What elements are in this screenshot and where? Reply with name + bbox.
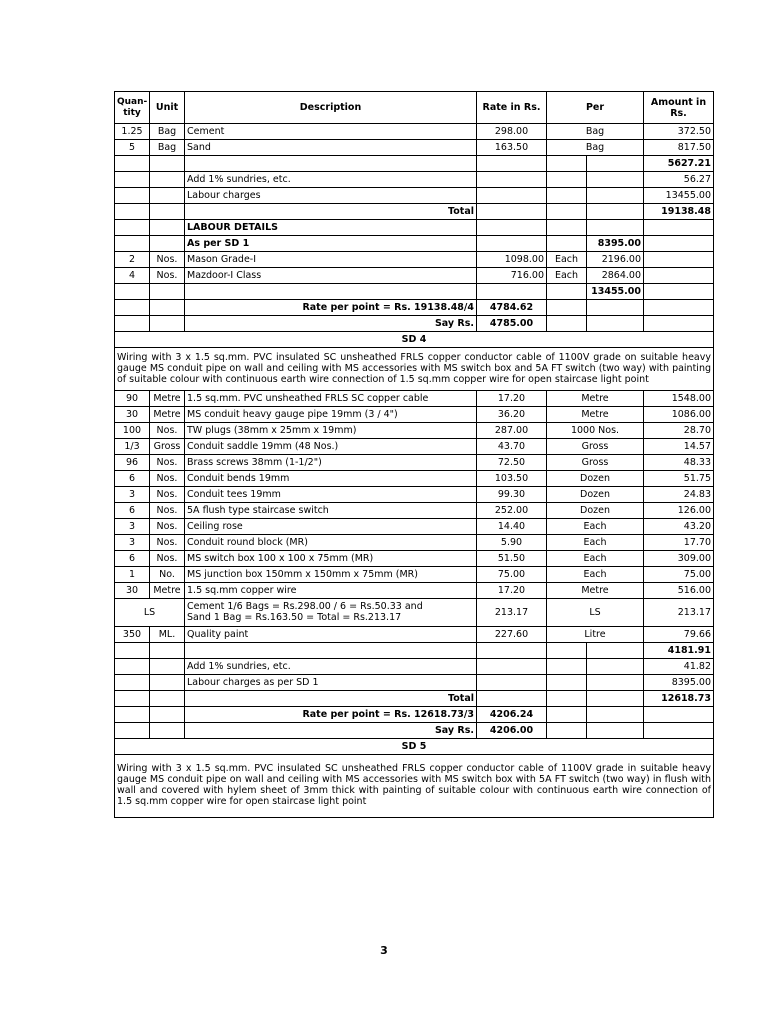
empty-cell bbox=[150, 204, 185, 220]
empty-cell bbox=[547, 204, 587, 220]
per-cell: Each bbox=[547, 550, 644, 566]
empty-cell bbox=[115, 706, 150, 722]
rate-cell: 163.50 bbox=[477, 140, 547, 156]
ls-desc-line-1: Cement 1/6 Bags = Rs.298.00 / 6 = Rs.50.33 and bbox=[187, 601, 423, 613]
labour-row bbox=[115, 674, 714, 690]
amount-cell: 5627.21 bbox=[644, 156, 714, 172]
rate-cell: 99.30 bbox=[477, 486, 547, 502]
amount-cell: 24.83 bbox=[644, 486, 714, 502]
amount-cell: 8395.00 bbox=[644, 674, 714, 690]
empty-cell bbox=[477, 188, 547, 204]
description-cell: 1.5 sq.mm copper wire bbox=[185, 582, 477, 598]
item-row bbox=[115, 534, 714, 550]
empty-cell bbox=[547, 706, 587, 722]
empty-cell bbox=[644, 268, 714, 284]
amount-cell: 75.00 bbox=[644, 566, 714, 582]
description-cell: 1.5 sq.mm. PVC unsheathed FRLS SC copper cable bbox=[185, 390, 477, 406]
quantity-cell: 30 bbox=[115, 406, 150, 422]
per-cell: Gross bbox=[547, 438, 644, 454]
quantity-cell: LS bbox=[115, 598, 185, 626]
unit-cell: ML. bbox=[150, 626, 185, 642]
amount-cell: 51.75 bbox=[644, 470, 714, 486]
estimate-sheet bbox=[114, 91, 713, 818]
amount-cell: 372.50 bbox=[644, 124, 714, 140]
labour-amount-cell: 2196.00 bbox=[587, 252, 644, 268]
empty-cell bbox=[115, 156, 150, 172]
amount-cell: 14.57 bbox=[644, 438, 714, 454]
item-row bbox=[115, 550, 714, 566]
amount-cell: 43.20 bbox=[644, 518, 714, 534]
item-row bbox=[115, 454, 714, 470]
page-number: 3 bbox=[380, 944, 388, 957]
empty-cell bbox=[477, 690, 547, 706]
amount-cell: 17.70 bbox=[644, 534, 714, 550]
empty-cell bbox=[644, 706, 714, 722]
unit-cell: Nos. bbox=[150, 454, 185, 470]
col-rate: Rate in Rs. bbox=[477, 92, 547, 124]
description-cell: Labour charges as per SD 1 bbox=[185, 674, 477, 690]
empty-cell bbox=[587, 722, 644, 738]
empty-cell bbox=[115, 220, 150, 236]
description-cell: Mazdoor-I Class bbox=[185, 268, 477, 284]
labour-amount-cell: 2864.00 bbox=[587, 268, 644, 284]
as-per-label: As per SD 1 bbox=[185, 236, 477, 252]
per-cell: Litre bbox=[547, 626, 644, 642]
amount-cell: 4181.91 bbox=[644, 642, 714, 658]
empty-cell bbox=[115, 690, 150, 706]
empty-cell bbox=[587, 188, 644, 204]
quantity-cell: 4 bbox=[115, 268, 150, 284]
rate-cell: 36.20 bbox=[477, 406, 547, 422]
amount-cell: 19138.48 bbox=[644, 204, 714, 220]
rate-cell: 298.00 bbox=[477, 124, 547, 140]
per-cell: Gross bbox=[547, 454, 644, 470]
rate-per-point-label: Rate per point = Rs. 12618.73/3 bbox=[185, 706, 477, 722]
description-cell: MS conduit heavy gauge pipe 19mm (3 / 4") bbox=[185, 406, 477, 422]
description-cell: Conduit bends 19mm bbox=[185, 470, 477, 486]
sd5-title-row bbox=[115, 738, 714, 754]
item-row bbox=[115, 390, 714, 406]
as-per-row bbox=[115, 236, 714, 252]
empty-cell bbox=[150, 658, 185, 674]
quantity-cell: 1.25 bbox=[115, 124, 150, 140]
empty-cell bbox=[547, 172, 587, 188]
quantity-cell: 1 bbox=[115, 566, 150, 582]
say-row bbox=[115, 316, 714, 332]
empty-cell bbox=[587, 204, 644, 220]
labour-row bbox=[115, 252, 714, 268]
rate-per-point-value: 4206.24 bbox=[477, 706, 547, 722]
unit-cell: Metre bbox=[150, 390, 185, 406]
empty-cell bbox=[547, 658, 587, 674]
description-cell: Ceiling rose bbox=[185, 518, 477, 534]
labour-sum-value: 13455.00 bbox=[587, 284, 644, 300]
empty-cell bbox=[587, 690, 644, 706]
empty-cell bbox=[477, 156, 547, 172]
item-row bbox=[115, 438, 714, 454]
per-cell: Bag bbox=[547, 124, 644, 140]
empty-cell bbox=[150, 642, 185, 658]
empty-cell bbox=[587, 220, 644, 236]
amount-cell: 48.33 bbox=[644, 454, 714, 470]
amount-cell: 213.17 bbox=[644, 598, 714, 626]
sd4-title: SD 4 bbox=[115, 332, 714, 348]
description-cell: Brass screws 38mm (1-1/2") bbox=[185, 454, 477, 470]
empty-cell bbox=[150, 236, 185, 252]
labour-sum-row bbox=[115, 284, 714, 300]
empty-cell bbox=[115, 204, 150, 220]
amount-cell: 79.66 bbox=[644, 626, 714, 642]
unit-cell: Nos. bbox=[150, 252, 185, 268]
item-row bbox=[115, 140, 714, 156]
empty-cell bbox=[587, 300, 644, 316]
rate-per-point-row bbox=[115, 300, 714, 316]
say-row bbox=[115, 722, 714, 738]
sundries-row bbox=[115, 172, 714, 188]
sd5-description: Wiring with 3 x 1.5 sq.mm. PVC insulated SC unsheathed FRLS copper conductor cable of 1100V grade in suitable heavy gauge MS conduit pipe on wall and ceiling with MS accessories with MS switch box with 5A FT switch (two way) in flush with wall and covered with hylem sheet of 3mm thick with painting of suitable colour with continuous earth wire connection of 1.5 sq.mm copper wire for open staircase light point bbox=[115, 754, 714, 818]
unit-cell: Nos. bbox=[150, 550, 185, 566]
sd4-desc-row bbox=[115, 348, 714, 391]
rate-cell: 75.00 bbox=[477, 566, 547, 582]
empty-cell bbox=[644, 220, 714, 236]
unit-cell: Bag bbox=[150, 124, 185, 140]
description-cell: MS switch box 100 x 100 x 75mm (MR) bbox=[185, 550, 477, 566]
rate-cell: 287.00 bbox=[477, 422, 547, 438]
empty-cell bbox=[547, 674, 587, 690]
rate-cell: 227.60 bbox=[477, 626, 547, 642]
empty-cell bbox=[547, 642, 587, 658]
rate-cell: 14.40 bbox=[477, 518, 547, 534]
description-cell: Mason Grade-I bbox=[185, 252, 477, 268]
description-cell: Quality paint bbox=[185, 626, 477, 642]
quantity-cell: 1/3 bbox=[115, 438, 150, 454]
ls-row bbox=[115, 598, 714, 626]
quantity-cell: 6 bbox=[115, 550, 150, 566]
say-value: 4785.00 bbox=[477, 316, 547, 332]
empty-cell bbox=[115, 284, 150, 300]
empty-cell bbox=[115, 236, 150, 252]
unit-cell: Gross bbox=[150, 438, 185, 454]
description-cell: Conduit tees 19mm bbox=[185, 486, 477, 502]
rate-cell: 43.70 bbox=[477, 438, 547, 454]
description-cell: Total bbox=[185, 204, 477, 220]
sd5-title: SD 5 bbox=[115, 738, 714, 754]
empty-cell bbox=[587, 156, 644, 172]
per-cell: Each bbox=[547, 252, 587, 268]
quantity-cell: 100 bbox=[115, 422, 150, 438]
empty-cell bbox=[547, 156, 587, 172]
per-cell: Each bbox=[547, 268, 587, 284]
amount-cell: 56.27 bbox=[644, 172, 714, 188]
amount-cell: 1548.00 bbox=[644, 390, 714, 406]
description-cell: Add 1% sundries, etc. bbox=[185, 172, 477, 188]
rate-per-point-label: Rate per point = Rs. 19138.48/4 bbox=[185, 300, 477, 316]
col-unit: Unit bbox=[150, 92, 185, 124]
say-label: Say Rs. bbox=[185, 316, 477, 332]
item-row bbox=[115, 486, 714, 502]
amount-cell: 28.70 bbox=[644, 422, 714, 438]
empty-cell bbox=[477, 204, 547, 220]
amount-cell: 1086.00 bbox=[644, 406, 714, 422]
empty-cell bbox=[150, 722, 185, 738]
amount-cell: 13455.00 bbox=[644, 188, 714, 204]
item-row bbox=[115, 566, 714, 582]
empty-cell bbox=[150, 284, 185, 300]
item-row bbox=[115, 406, 714, 422]
description-cell: Sand bbox=[185, 140, 477, 156]
rate-cell: 5.90 bbox=[477, 534, 547, 550]
empty-cell bbox=[477, 658, 547, 674]
empty-cell bbox=[644, 236, 714, 252]
empty-cell bbox=[150, 706, 185, 722]
empty-cell bbox=[587, 658, 644, 674]
quantity-cell: 96 bbox=[115, 454, 150, 470]
empty-cell bbox=[587, 172, 644, 188]
labour-row bbox=[115, 268, 714, 284]
empty-cell bbox=[115, 722, 150, 738]
empty-cell bbox=[477, 236, 547, 252]
rate-cell: 72.50 bbox=[477, 454, 547, 470]
quantity-cell: 2 bbox=[115, 252, 150, 268]
empty-cell bbox=[547, 188, 587, 204]
empty-cell bbox=[150, 316, 185, 332]
header-row bbox=[115, 92, 714, 124]
rate-cell: 17.20 bbox=[477, 390, 547, 406]
per-cell: Bag bbox=[547, 140, 644, 156]
quantity-cell: 5 bbox=[115, 140, 150, 156]
per-cell: Dozen bbox=[547, 486, 644, 502]
empty-cell bbox=[477, 220, 547, 236]
unit-cell: No. bbox=[150, 566, 185, 582]
unit-cell: Nos. bbox=[150, 502, 185, 518]
empty-cell bbox=[644, 722, 714, 738]
as-per-value: 8395.00 bbox=[587, 236, 644, 252]
item-row bbox=[115, 626, 714, 642]
empty-cell bbox=[115, 316, 150, 332]
empty-cell bbox=[547, 284, 587, 300]
empty-cell bbox=[644, 300, 714, 316]
item-row bbox=[115, 518, 714, 534]
unit-cell: Nos. bbox=[150, 534, 185, 550]
say-label: Say Rs. bbox=[185, 722, 477, 738]
quantity-cell: 6 bbox=[115, 502, 150, 518]
empty-cell bbox=[150, 220, 185, 236]
empty-cell bbox=[547, 690, 587, 706]
sundries-row bbox=[115, 658, 714, 674]
per-cell: Dozen bbox=[547, 502, 644, 518]
empty-cell bbox=[477, 674, 547, 690]
item-row bbox=[115, 502, 714, 518]
total-row bbox=[115, 690, 714, 706]
unit-cell: Metre bbox=[150, 406, 185, 422]
subtotal-row bbox=[115, 156, 714, 172]
per-cell: Metre bbox=[547, 582, 644, 598]
empty-cell bbox=[587, 706, 644, 722]
description-cell: Conduit round block (MR) bbox=[185, 534, 477, 550]
description-cell bbox=[185, 156, 477, 172]
description-cell bbox=[185, 642, 477, 658]
amount-cell: 309.00 bbox=[644, 550, 714, 566]
ls-desc-line-2: Sand 1 Bag = Rs.163.50 = Total = Rs.213.17 bbox=[187, 612, 402, 624]
empty-cell bbox=[115, 642, 150, 658]
col-quantity: Quan-tity bbox=[115, 92, 150, 124]
unit-cell: Nos. bbox=[150, 422, 185, 438]
description-cell: Add 1% sundries, etc. bbox=[185, 658, 477, 674]
empty-cell bbox=[115, 172, 150, 188]
labour-details-title: LABOUR DETAILS bbox=[185, 220, 477, 236]
description-cell: TW plugs (38mm x 25mm x 19mm) bbox=[185, 422, 477, 438]
empty-cell bbox=[587, 642, 644, 658]
item-row bbox=[115, 582, 714, 598]
empty-cell bbox=[547, 236, 587, 252]
description-cell: 5A flush type staircase switch bbox=[185, 502, 477, 518]
say-value: 4206.00 bbox=[477, 722, 547, 738]
empty-cell bbox=[115, 658, 150, 674]
rate-per-point-value: 4784.62 bbox=[477, 300, 547, 316]
rate-cell: 17.20 bbox=[477, 582, 547, 598]
labour-details-row bbox=[115, 220, 714, 236]
quantity-cell: 350 bbox=[115, 626, 150, 642]
empty-cell bbox=[644, 316, 714, 332]
rate-cell: 103.50 bbox=[477, 470, 547, 486]
quantity-cell: 6 bbox=[115, 470, 150, 486]
unit-cell: Nos. bbox=[150, 268, 185, 284]
unit-cell: Nos. bbox=[150, 518, 185, 534]
unit-cell: Nos. bbox=[150, 470, 185, 486]
item-row bbox=[115, 470, 714, 486]
quantity-cell: 30 bbox=[115, 582, 150, 598]
quantity-cell: 90 bbox=[115, 390, 150, 406]
per-cell: Metre bbox=[547, 406, 644, 422]
per-cell: Each bbox=[547, 566, 644, 582]
empty-cell bbox=[547, 316, 587, 332]
item-row bbox=[115, 422, 714, 438]
per-cell: LS bbox=[547, 598, 644, 626]
sd5-desc-row bbox=[115, 754, 714, 818]
item-row bbox=[115, 124, 714, 140]
amount-cell: 41.82 bbox=[644, 658, 714, 674]
empty-cell bbox=[115, 300, 150, 316]
subtotal-row bbox=[115, 642, 714, 658]
empty-cell bbox=[115, 188, 150, 204]
empty-cell bbox=[587, 674, 644, 690]
empty-cell bbox=[150, 300, 185, 316]
description-cell: Total bbox=[185, 690, 477, 706]
col-description: Description bbox=[185, 92, 477, 124]
sd4-description: Wiring with 3 x 1.5 sq.mm. PVC insulated SC unsheathed FRLS copper conductor cable of 1100V grade on suitable heavy gauge MS conduit pipe on wall and ceiling with MS accessories with MS switch box and 5A FT switch (two way) with painting of suitable colour with continuous earth wire connection of 1.5 sq.mm copper wire for open staircase light point bbox=[115, 348, 714, 391]
empty-cell bbox=[587, 316, 644, 332]
col-amount: Amount in Rs. bbox=[644, 92, 714, 124]
col-per: Per bbox=[547, 92, 644, 124]
empty-cell bbox=[150, 690, 185, 706]
amount-cell: 126.00 bbox=[644, 502, 714, 518]
empty-cell bbox=[115, 674, 150, 690]
empty-cell bbox=[547, 300, 587, 316]
empty-cell bbox=[547, 722, 587, 738]
empty-cell bbox=[644, 252, 714, 268]
empty-cell bbox=[150, 156, 185, 172]
description-cell: Conduit saddle 19mm (48 Nos.) bbox=[185, 438, 477, 454]
description-cell: MS junction box 150mm x 150mm x 75mm (MR) bbox=[185, 566, 477, 582]
per-cell: Each bbox=[547, 534, 644, 550]
empty-cell bbox=[477, 642, 547, 658]
per-cell: Dozen bbox=[547, 470, 644, 486]
unit-cell: Nos. bbox=[150, 486, 185, 502]
per-cell: 1000 Nos. bbox=[547, 422, 644, 438]
rate-cell: 716.00 bbox=[477, 268, 547, 284]
empty-cell bbox=[547, 220, 587, 236]
empty-cell bbox=[185, 284, 477, 300]
labour-row bbox=[115, 188, 714, 204]
total-row bbox=[115, 204, 714, 220]
description-cell: Cement bbox=[185, 124, 477, 140]
per-cell: Metre bbox=[547, 390, 644, 406]
rate-cell: 1098.00 bbox=[477, 252, 547, 268]
empty-cell bbox=[150, 188, 185, 204]
rate-cell: 51.50 bbox=[477, 550, 547, 566]
empty-cell bbox=[477, 284, 547, 300]
sd4-title-row bbox=[115, 332, 714, 348]
empty-cell bbox=[477, 172, 547, 188]
rate-per-point-row bbox=[115, 706, 714, 722]
unit-cell: Bag bbox=[150, 140, 185, 156]
rate-cell: 252.00 bbox=[477, 502, 547, 518]
description-cell bbox=[185, 598, 477, 626]
amount-cell: 12618.73 bbox=[644, 690, 714, 706]
empty-cell bbox=[150, 172, 185, 188]
unit-cell: Metre bbox=[150, 582, 185, 598]
estimate-table bbox=[114, 91, 714, 818]
description-cell: Labour charges bbox=[185, 188, 477, 204]
amount-cell: 817.50 bbox=[644, 140, 714, 156]
empty-cell bbox=[644, 284, 714, 300]
quantity-cell: 3 bbox=[115, 534, 150, 550]
quantity-cell: 3 bbox=[115, 486, 150, 502]
empty-cell bbox=[150, 674, 185, 690]
amount-cell: 516.00 bbox=[644, 582, 714, 598]
per-cell: Each bbox=[547, 518, 644, 534]
rate-cell: 213.17 bbox=[477, 598, 547, 626]
quantity-cell: 3 bbox=[115, 518, 150, 534]
table-body bbox=[115, 92, 714, 818]
